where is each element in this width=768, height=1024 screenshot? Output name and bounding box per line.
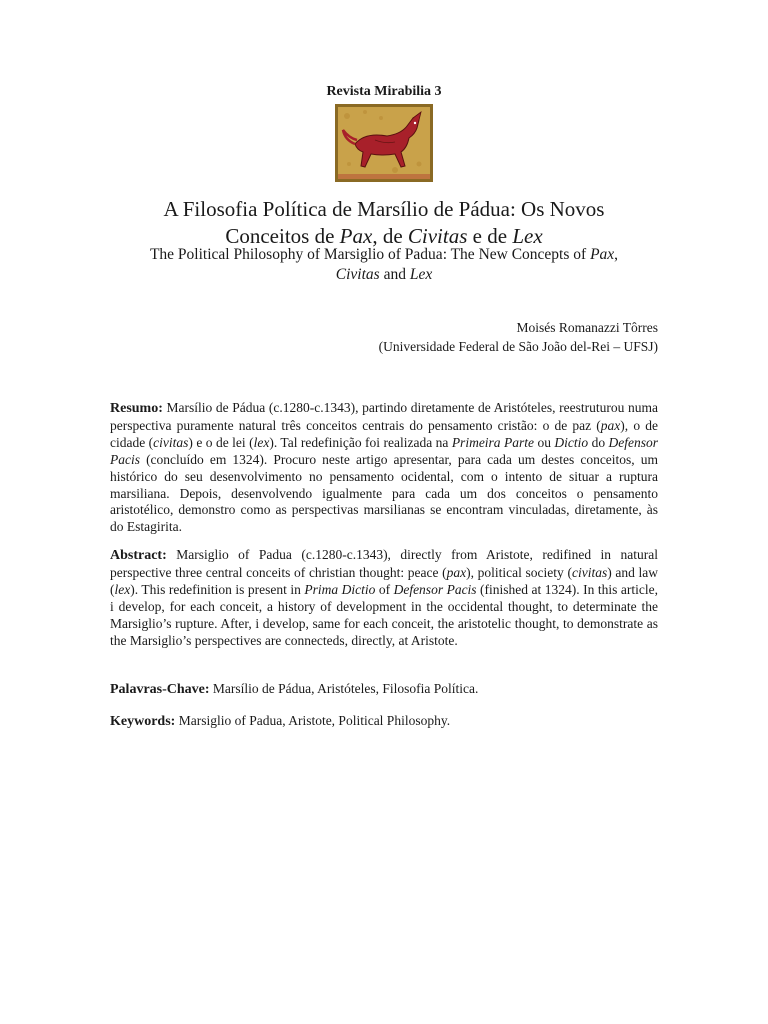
article-title-portuguese: A Filosofia Política de Marsílio de Pádua: Os Novos Conceitos de Pax, de Civitas e de Lex [163, 197, 605, 248]
keywords-line: Keywords: Marsiglio of Padua, Aristote, Political Philosophy. [110, 713, 451, 729]
author-name: Moisés Romanazzi Tôrres [516, 320, 658, 335]
author-affiliation: (Universidade Federal de São João del-Rei – UFSJ) [378, 339, 658, 354]
medieval-beast-illustration [335, 104, 433, 182]
resumo-label: Resumo: [110, 401, 163, 416]
journal-name: Revista Mirabilia 3 [326, 84, 442, 99]
abstract-label: Abstract: [110, 548, 167, 563]
article-title-english: The Political Philosophy of Marsiglio of Padua: The New Concepts of Pax, Civitas and Lex [149, 246, 619, 283]
resumo-paragraph: Resumo: Marsílio de Pádua (c.1280-c.1343), partindo diretamente de Aristóteles, reestruturou numa perspectiva puramente natural três conceitos centrais do pensamento cristão: o de paz (pax), o de cidade (civitas) e o de lei (lex). Tal redefinição foi realizada na Primeira Parte ou Dictio do Defensor Pacis (concluído em 1324). Procuro neste artigo apresentar, para cada um destes conceitos, um histórico do seu desenvolvimento no pensamento ocidental, com o intento de situar a ruptura marsiliana. Depois, desenvolvendo igualmente para cada um dos conceitos o pensamento aristotélico, demonstro como as perspectivas marsilianas se encontram vinculadas, diretamente, às do Estagirita. [110, 400, 659, 535]
title-pt-line1: A Filosofia Política de Marsílio de Pádua: Os Novos [163, 197, 605, 221]
palavras-chave-line: Palavras-Chave: Marsílio de Pádua, Aristóteles, Filosofia Política. [110, 681, 479, 697]
abstract-paragraph: Abstract: Marsiglio of Padua (c.1280-c.1343), directly from Aristote, redifined in natural perspective three central conceits of christian thought: peace (pax), political society (civitas) and law (lex). This redefinition is present in Prima Dictio of Defensor Pacis (finished at 1324). In this article, i develop, for each conceit, a history of development in the occidental thought, to determinate the Marsiglio’s rupture. After, i develop, same for each conceit, the aristotelic thought, to demonstrate as the Marsiglio’s perspectives are connecteds, directly, at Aristote. [110, 547, 659, 648]
author-block [379, 318, 658, 356]
keywords-label: Keywords: [110, 714, 176, 729]
palavras-chave-label: Palavras-Chave: [110, 682, 210, 697]
